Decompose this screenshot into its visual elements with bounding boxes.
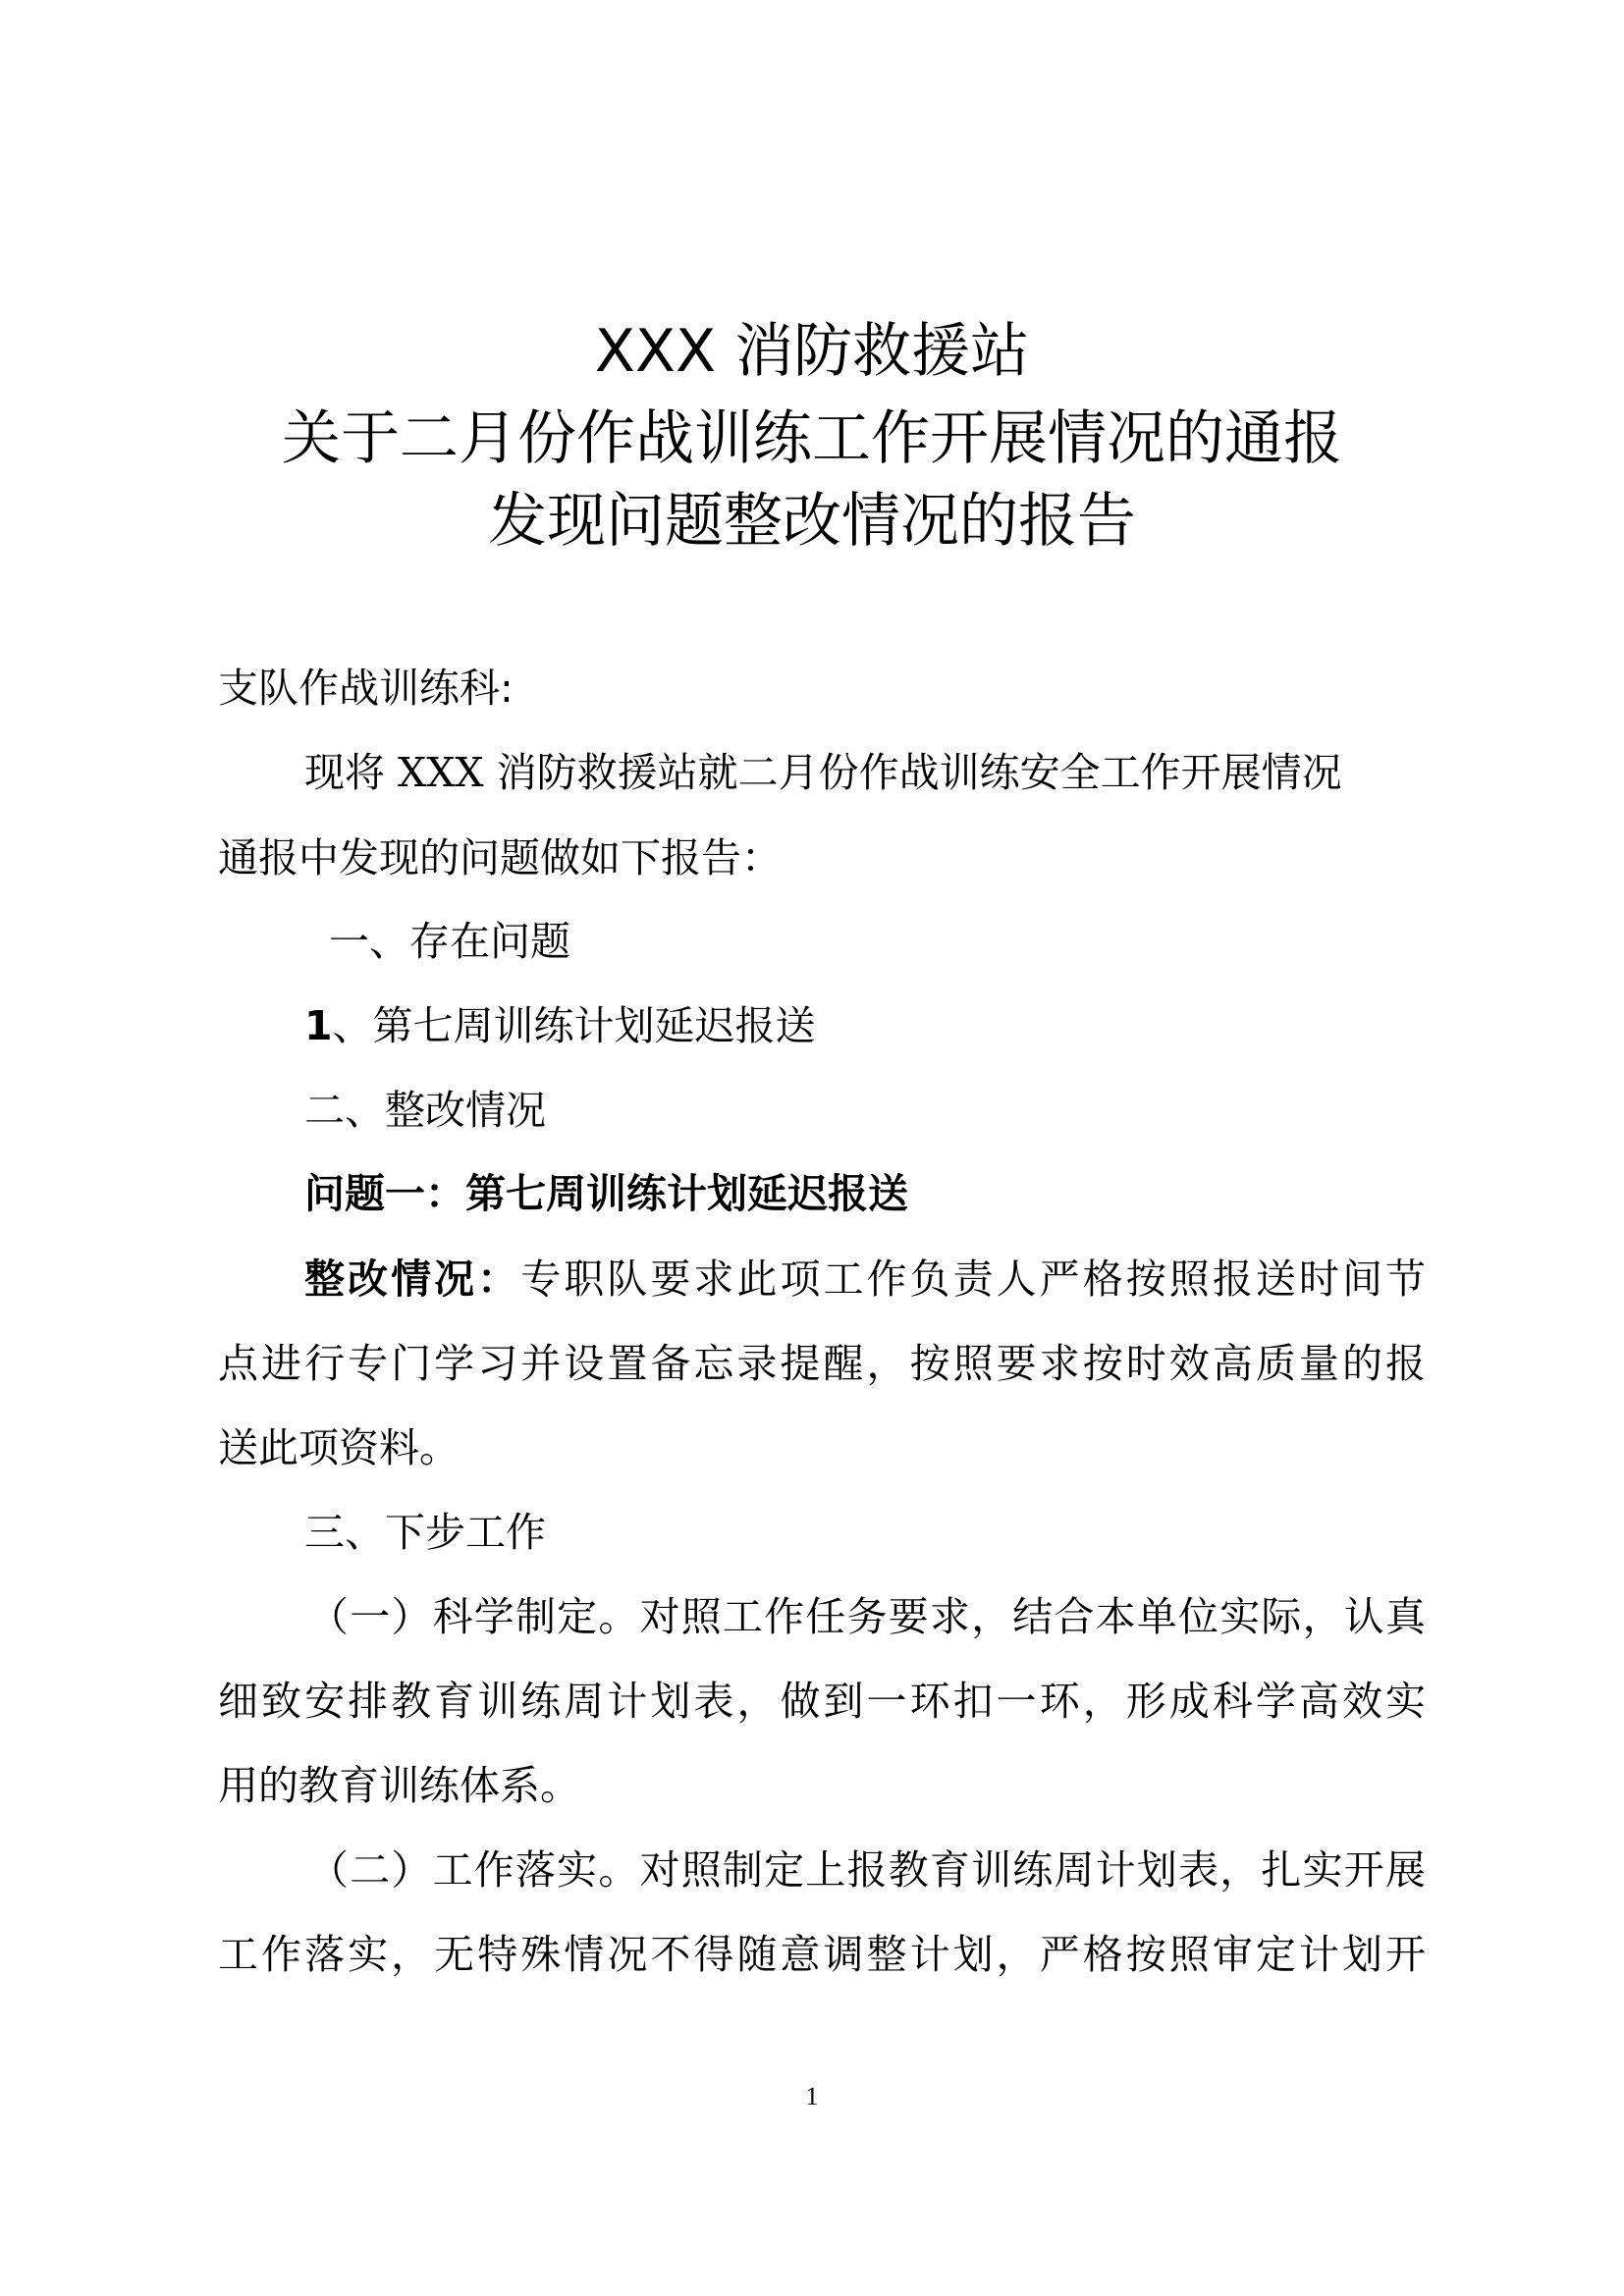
intro-line-2: 通报中发现的问题做如下报告： <box>218 834 782 881</box>
title-line-3: 发现问题整改情况的报告 <box>488 487 1136 556</box>
problem-heading: 问题一：第七周训练计划延迟报送 <box>304 1170 908 1217</box>
rectification-line-3: 送此项资料。 <box>218 1424 460 1471</box>
intro-line-1 <box>304 745 1342 800</box>
rectification-text-1: 专职队要求此项工作负责人严格按照报送时间节 <box>520 1255 1427 1303</box>
section-1-item-1 <box>304 998 816 1053</box>
item-text: 、第七周训练计划延迟报送 <box>332 1002 816 1049</box>
rectification-line-2: 点进行专门学习并设置备忘录提醒，按照要求按时效高质量的报 <box>218 1340 1426 1387</box>
rectification-line-1 <box>304 1252 1426 1307</box>
page-number: 1 <box>805 2082 819 2110</box>
intro-line-1-rest: 消防救援站就二月份作战训练安全工作开展情况 <box>483 749 1342 796</box>
next-step-1-line-3: 用的教育训练体系。 <box>218 1762 580 1809</box>
item-number: 1 <box>304 1002 333 1049</box>
section-1-heading: 一、存在问题 <box>329 918 570 965</box>
next-step-1-line-2: 细致安排教育训练周计划表，做到一环扣一环，形成科学高效实 <box>218 1678 1426 1725</box>
intro-org-name: XXX <box>398 749 484 796</box>
next-step-2-line-1: （二）工作落实。对照制定上报教育训练周计划表，扎实开展 <box>308 1846 1426 1894</box>
next-step-2-line-2: 工作落实，无特殊情况不得随意调整计划，严格按照审定计划开 <box>218 1931 1426 1978</box>
section-2-heading: 二、整改情况 <box>304 1087 546 1134</box>
next-step-1-line-1: （一）科学制定。对照工作任务要求，结合本单位实际，认真 <box>308 1593 1426 1640</box>
title-line-2: 关于二月份作战训练工作开展情况的通报 <box>282 404 1342 473</box>
salutation: 支队作战训练科: <box>218 665 514 712</box>
intro-prefix: 现将 <box>304 749 399 796</box>
title-line-1: XXX 消防救援站 <box>594 317 1030 386</box>
section-3-heading: 三、下步工作 <box>304 1509 546 1556</box>
rectification-label: 整改情况： <box>304 1255 521 1303</box>
